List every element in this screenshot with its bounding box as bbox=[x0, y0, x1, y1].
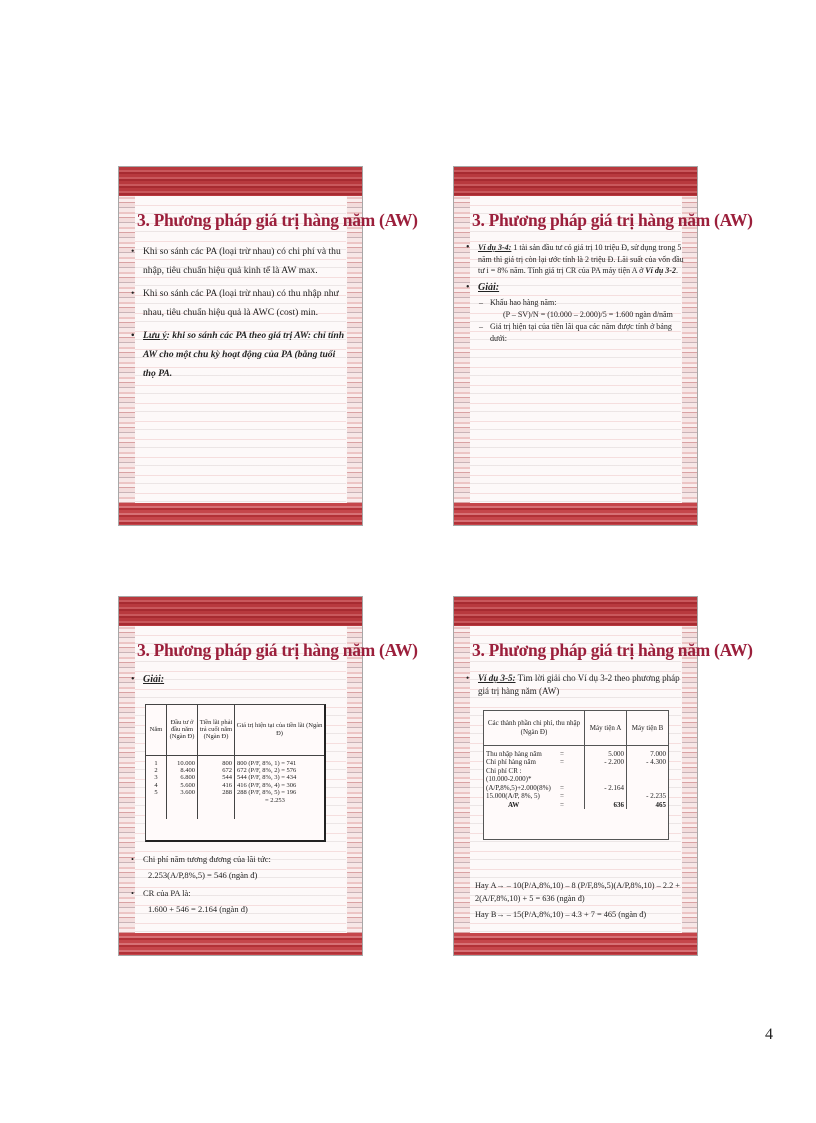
page-number: 4 bbox=[765, 1026, 773, 1043]
table-header: Đầu tư ở đầu năm (Ngàn Đ) bbox=[167, 705, 198, 755]
slide-content-bottom bbox=[130, 852, 350, 916]
bullet-icon: • bbox=[131, 674, 135, 685]
table-row: AW = 636 465 bbox=[484, 801, 668, 810]
table-row: (A/P,8%,5)+2.000(8%) = - 2.164 bbox=[484, 784, 668, 793]
table-header: Giá trị hiện tại của tiền lãi (Ngàn Đ) bbox=[235, 705, 325, 755]
solution-heading: • Giải: bbox=[466, 281, 500, 293]
slide-title: 3. Phương pháp giá trị hàng năm (AW) bbox=[472, 210, 753, 230]
table-row: (10.000-2.000)* bbox=[484, 775, 668, 784]
bullet-item: • Khi so sánh các PA (loại trừ nhau) có chi phí và thu nhập, tiêu chuẩn hiệu quả kinh tế là AW max. bbox=[130, 242, 350, 280]
table-row: 4 5.600 416 416 (P/F, 8%, 4) = 306 bbox=[146, 782, 324, 789]
sub-item: – Giá trị hiện tại của tiền lãi qua các năm được tính ở bảng dưới: bbox=[479, 321, 672, 343]
slide-footer-band bbox=[119, 503, 362, 525]
bullet-icon: • bbox=[131, 288, 135, 299]
table-row: 1 10.000 800 800 (P/F, 8%, 1) = 741 bbox=[146, 755, 324, 767]
table-header: Máy tiện A bbox=[585, 711, 627, 745]
total-value: = 2.253 bbox=[265, 796, 285, 804]
table-header: Máy tiện B bbox=[627, 711, 668, 745]
slide-3 bbox=[118, 596, 418, 956]
example-text: 1 tài sản đầu tư có giá trị 10 triệu Đ, sử dụng trong 5 năm thì giá trị còn lại ước tính là 2 triệu Đ. Lãi suất của vốn đầu tư i = 8% năm. Tính giá trị CR của PA máy tiện A ở bbox=[478, 243, 684, 275]
sub-item: – Khấu hao hàng năm: bbox=[479, 297, 557, 307]
example-ref: Ví dụ 3-2 bbox=[645, 266, 676, 275]
bullet-icon: • bbox=[131, 246, 135, 257]
formula-line: 2.253(A/P,8%,5) = 546 (ngàn đ) bbox=[148, 870, 258, 880]
interest-table bbox=[145, 704, 326, 842]
slide-header-band bbox=[119, 597, 362, 626]
table-header: Các thành phần chi phí, thu nhập (Ngàn Đ) bbox=[484, 711, 585, 745]
bullet-item: • Chi phí năm tương đương của lãi tức: bbox=[131, 854, 271, 864]
slide-header-band bbox=[454, 597, 697, 626]
formula-line: (P – SV)/N = (10.000 – 2.000)/5 = 1.600 ngàn đ/năm bbox=[503, 309, 673, 319]
slide-title: 3. Phương pháp giá trị hàng năm (AW) bbox=[137, 210, 418, 230]
note-label: Lưu ý bbox=[143, 330, 167, 341]
formula-line: 1.600 + 546 = 2.164 (ngàn đ) bbox=[148, 904, 248, 914]
result-line: Hay A→ – 10(P/A,8%,10) – 8 (P/F,8%,5)(A/P,8%,10) – 2.2 + 2(A/F,8%,10) + 5 = 636 (ngàn đ) bbox=[475, 881, 680, 903]
bullet-icon: • bbox=[466, 673, 470, 683]
bullet-icon: • bbox=[131, 330, 135, 341]
table-row: 3 6.800 544 544 (P/F, 8%, 3) = 434 bbox=[146, 774, 324, 781]
table-row: 2 8.400 672 672 (P/F, 8%, 2) = 576 bbox=[146, 767, 324, 774]
table-row: Thu nhập hàng năm = 5.000 7.000 bbox=[484, 745, 668, 758]
slide-content bbox=[130, 242, 350, 387]
bullet-icon: • bbox=[131, 888, 134, 898]
table-row: 15.000(A/P, 8%, 5) = - 2.235 bbox=[486, 792, 666, 800]
slide-content bbox=[465, 242, 685, 345]
example-item bbox=[465, 672, 685, 698]
example-text: Tìm lời giải cho Ví dụ 3-2 theo phương pháp giá trị hàng năm (AW) bbox=[478, 673, 680, 696]
table-header: Tiền lãi phải trả cuối năm (Ngàn Đ) bbox=[198, 705, 235, 755]
slide-content bbox=[465, 672, 685, 702]
bullet-icon: • bbox=[466, 242, 470, 253]
comparison-table bbox=[483, 710, 669, 840]
result-line: Hay B→ – 15(P/A,8%,10) – 4.3 + 7 = 465 (ngàn đ) bbox=[475, 910, 647, 919]
example-label: Ví dụ 3-5: bbox=[478, 673, 516, 683]
bullet-icon: • bbox=[466, 281, 470, 293]
slide-title: 3. Phương pháp giá trị hàng năm (AW) bbox=[137, 640, 418, 660]
example-item: • Ví dụ 3-4: 1 tài sản đầu tư có giá trị 10 triệu Đ, sử dụng trong 5 năm thì giá trị còn lại ước tính là 2 triệu Đ. Lãi suất của vốn đầu tư i = 8% năm. Tính giá trị CR của PA máy tiện A ở Ví dụ 3-2. bbox=[466, 242, 684, 275]
slide-content bbox=[130, 673, 350, 691]
bullet-icon: • bbox=[131, 854, 134, 864]
slide-1 bbox=[118, 166, 418, 526]
example-label: Ví dụ 3-4: bbox=[478, 243, 512, 252]
slide-4 bbox=[453, 596, 753, 956]
table-row: Chi phí hàng năm = - 2.200 - 4.300 bbox=[486, 758, 666, 766]
table-header: Năm bbox=[146, 705, 167, 755]
note-text: : khi so sánh các PA theo giá trị AW: chỉ tính AW cho một chu kỳ hoạt động của PA (bằng tuổi thọ PA. bbox=[143, 330, 345, 379]
table-row: 5 3.600 288 288 (P/F, 8%, 5) = 196 bbox=[146, 789, 324, 796]
solution-heading: • Giải: bbox=[131, 674, 165, 685]
note-item bbox=[130, 326, 350, 383]
slide-title: 3. Phương pháp giá trị hàng năm (AW) bbox=[472, 640, 753, 660]
bullet-item: • CR của PA là: bbox=[131, 888, 191, 898]
slide-header-band bbox=[454, 167, 697, 196]
table-row bbox=[146, 797, 324, 819]
slide-footer-band bbox=[454, 933, 697, 955]
slide-header-band bbox=[119, 167, 362, 196]
slide-footer-band bbox=[119, 933, 362, 955]
bullet-item: • Khi so sánh các PA (loại trừ nhau) có thu nhập như nhau, tiêu chuẩn hiệu quả là AWC (cost) min. bbox=[130, 284, 350, 322]
slide-2 bbox=[453, 166, 753, 526]
slide-footer-band bbox=[454, 503, 697, 525]
table-row: Chi phí CR : bbox=[484, 767, 668, 776]
slide-content-bottom bbox=[465, 879, 685, 921]
